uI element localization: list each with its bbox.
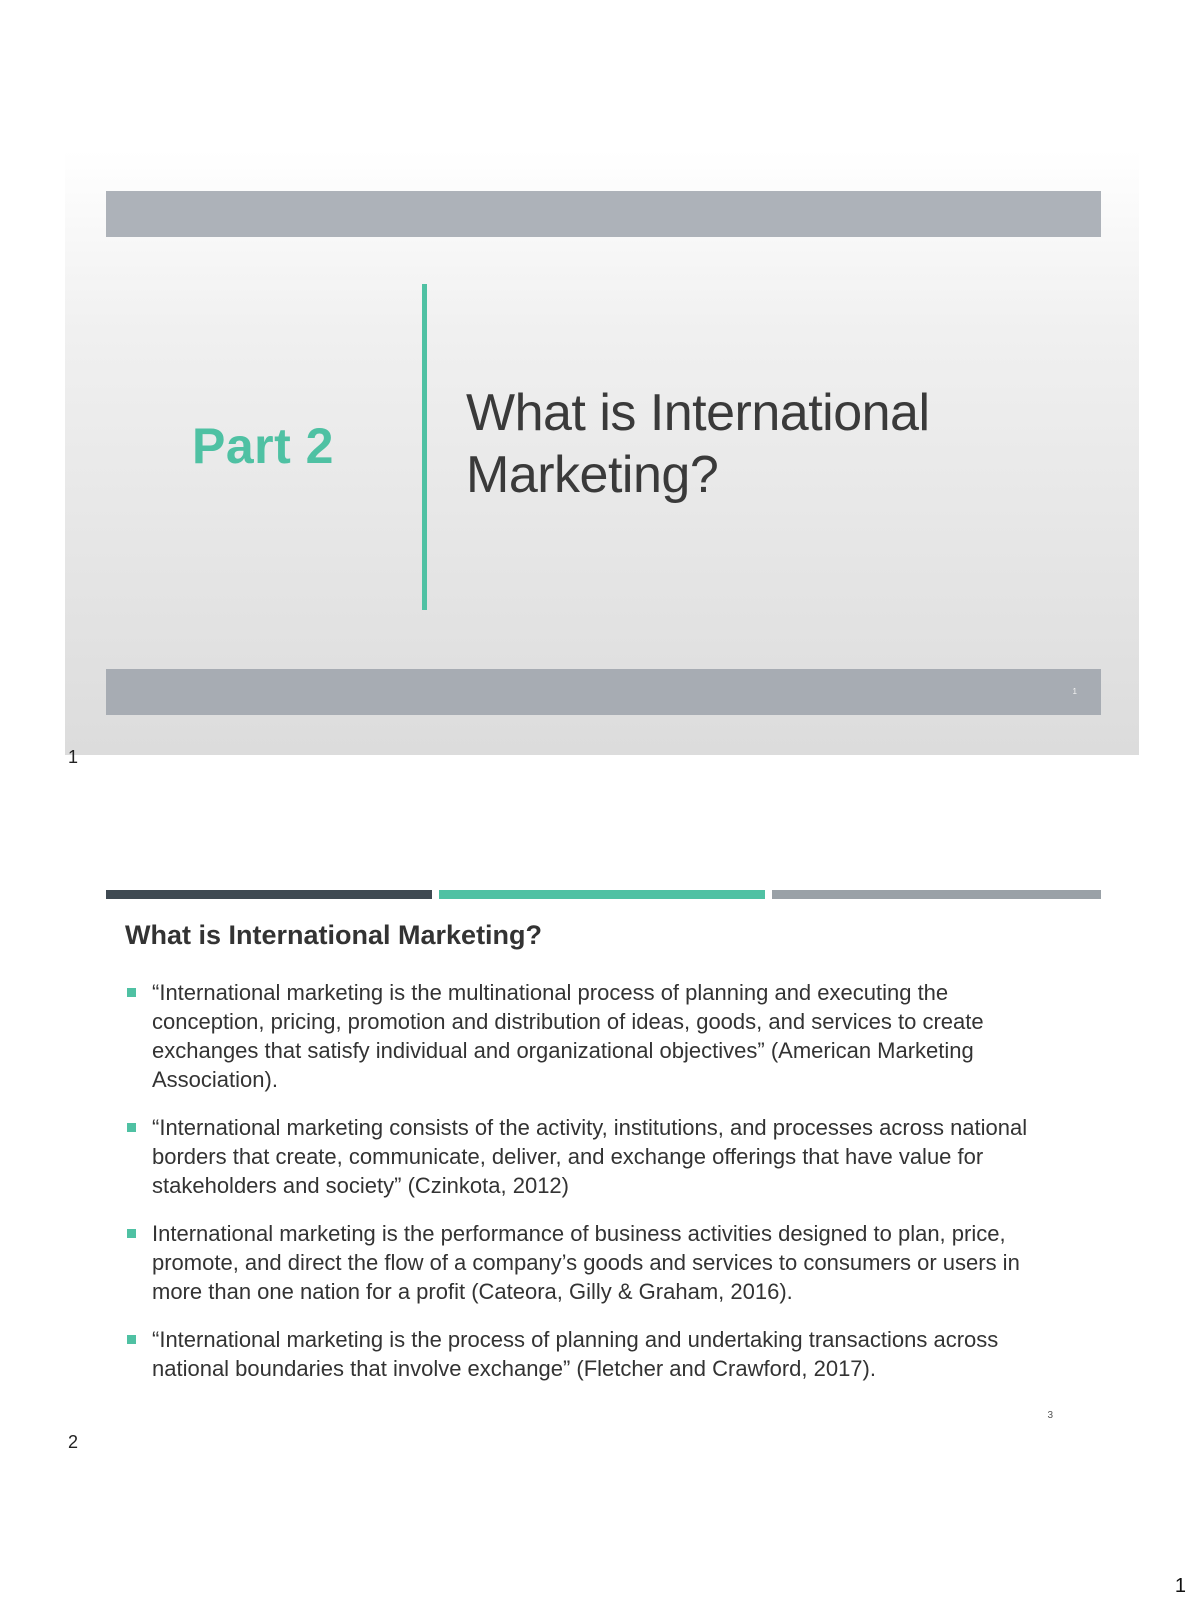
list-item [125,1219,1060,1306]
slide-2-number: 3 [1047,1410,1053,1421]
accent-bar-teal [439,890,765,899]
slide-2-title: What is International Marketing? [125,920,543,950]
page-label-2: 2 [68,1432,79,1452]
slide-1 [65,150,1139,755]
list-item [125,978,1060,1094]
slide-1-title: What is International Marketing? [466,384,930,504]
footer-bar [106,669,1101,715]
page-label-1: 1 [68,747,79,767]
slide-2 [65,870,1139,1430]
vertical-divider [422,284,427,610]
slide-1-number: 1 [1072,687,1077,696]
header-bar [106,191,1101,237]
bullet-text: “International marketing is the multinational process of planning and executing the conception, pricing, promotion and distribution of ideas, goods, and services to create exchanges that satisfy individual and organizational objectives” (American Marketing Association). [152,980,984,1092]
definition-list [125,978,1060,1402]
accent-bar-gray [772,890,1101,899]
square-bullet-icon [127,1123,136,1132]
bullet-text: International marketing is the performance of business activities designed to plan, price, promote, and direct the flow of a company’s goods and services to consumers or users in more than one nation for a profit (Cateora, Gilly & Graham, 2016). [152,1221,1020,1304]
square-bullet-icon [127,988,136,997]
list-item [125,1325,1060,1383]
part-label: Part 2 [192,418,334,474]
document-page-number: 1 [1174,1575,1186,1597]
bullet-text: “International marketing consists of the activity, institutions, and processes across national borders that create, communicate, deliver, and exchange offerings that have value for stakeholders and society” (Czinkota, 2012) [152,1115,1028,1198]
bullet-text: “International marketing is the process of planning and undertaking transactions across national boundaries that involve exchange” (Fletcher and Crawford, 2017). [152,1327,999,1381]
square-bullet-icon [127,1229,136,1238]
accent-bar-dark [106,890,432,899]
square-bullet-icon [127,1335,136,1344]
list-item [125,1113,1060,1200]
